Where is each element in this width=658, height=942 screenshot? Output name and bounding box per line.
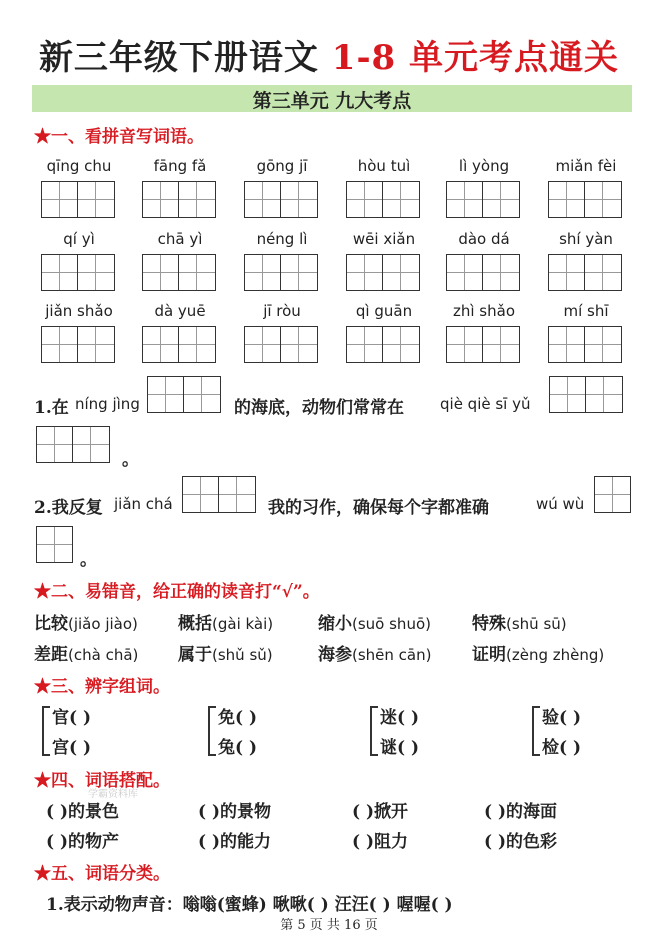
- char-box[interactable]: [179, 254, 216, 291]
- char-box[interactable]: [179, 326, 216, 363]
- q1-pinyin-2: qiè qiè sī yǔ: [440, 395, 531, 413]
- pron-options[interactable]: (gài kài): [212, 615, 274, 633]
- char-box[interactable]: [147, 376, 184, 413]
- char-box[interactable]: [78, 254, 115, 291]
- pron-row-1-item-2: [178, 609, 273, 634]
- q1-answer-grid-2b[interactable]: [36, 426, 110, 463]
- char-box[interactable]: [346, 326, 383, 363]
- char-box[interactable]: [483, 181, 520, 218]
- char-box[interactable]: [548, 326, 585, 363]
- pinyin-label: miǎn fèi: [555, 157, 617, 175]
- section-4-title: ★四、词语搭配。: [34, 771, 170, 791]
- answer-box-pair[interactable]: [41, 326, 115, 363]
- bracket: [208, 706, 216, 756]
- q1-answer-grid-1[interactable]: [147, 376, 221, 413]
- pron-options[interactable]: (jiǎo jiào): [68, 615, 138, 633]
- char-box[interactable]: [383, 254, 420, 291]
- pron-word: 概括: [178, 614, 212, 634]
- q1-end: 。: [122, 450, 139, 470]
- unit-band-title: 第三单元 九大考点: [252, 90, 412, 112]
- pron-row-2-item-3: [318, 640, 431, 665]
- pron-row-1-item-1: [34, 609, 138, 634]
- pron-options[interactable]: (suō shuō): [352, 615, 431, 633]
- classify-line-1[interactable]: 1.表示动物声音：嗡嗡(蜜蜂) 啾啾( ) 汪汪( ) 喔喔( ): [46, 895, 453, 915]
- char-box[interactable]: [594, 476, 631, 513]
- pron-word: 海参: [318, 645, 352, 665]
- bracket: [370, 706, 378, 756]
- q1-answer-grid-2a[interactable]: [549, 376, 623, 413]
- answer-box-pair[interactable]: [142, 254, 216, 291]
- pinyin-label: qì guān: [355, 302, 413, 320]
- distinguish-2a[interactable]: 免( ): [218, 708, 258, 728]
- answer-box-pair[interactable]: [446, 326, 520, 363]
- match-row-1-4[interactable]: ( )的海面: [484, 802, 558, 822]
- answer-box-pair[interactable]: [41, 254, 115, 291]
- char-box[interactable]: [346, 181, 383, 218]
- match-row-2-4[interactable]: ( )的色彩: [484, 832, 558, 852]
- distinguish-2b[interactable]: 兔( ): [218, 738, 258, 758]
- char-box[interactable]: [446, 326, 483, 363]
- pron-row-1-item-4: [472, 609, 567, 634]
- char-box[interactable]: [219, 476, 256, 513]
- char-box[interactable]: [549, 376, 586, 413]
- pron-word: 差距: [34, 645, 68, 665]
- pinyin-label: dào dá: [458, 230, 510, 248]
- q2-pinyin-1: jiǎn chá: [114, 495, 173, 513]
- distinguish-1b[interactable]: 宫( ): [52, 738, 92, 758]
- char-box[interactable]: [281, 254, 318, 291]
- answer-box-pair[interactable]: [548, 181, 622, 218]
- pinyin-label: néng lì: [256, 230, 308, 248]
- q2-number: 2.我反复: [34, 498, 103, 518]
- char-box[interactable]: [41, 254, 78, 291]
- match-row-2-2[interactable]: ( )的能力: [198, 832, 272, 852]
- answer-box-pair[interactable]: [548, 326, 622, 363]
- q2-end: 。: [80, 550, 97, 570]
- distinguish-4b[interactable]: 检( ): [542, 738, 582, 758]
- match-row-1-1[interactable]: ( )的景色: [46, 802, 120, 822]
- distinguish-4a[interactable]: 验( ): [542, 708, 582, 728]
- title-main: 新三年级下册语文: [38, 38, 332, 78]
- char-box[interactable]: [446, 254, 483, 291]
- answer-box-pair[interactable]: [244, 181, 318, 218]
- char-box[interactable]: [244, 326, 281, 363]
- answer-box-pair[interactable]: [346, 326, 420, 363]
- char-box[interactable]: [585, 181, 622, 218]
- q2-answer-grid-2b[interactable]: [36, 526, 73, 563]
- q2-pinyin-2: wú wù: [536, 495, 585, 513]
- section-1-title: ★一、看拼音写词语。: [34, 127, 204, 147]
- q2-answer-grid-2a[interactable]: [594, 476, 631, 513]
- pinyin-label: jiǎn shǎo: [45, 302, 113, 320]
- char-box[interactable]: [78, 181, 115, 218]
- pinyin-label: chā yì: [157, 230, 203, 248]
- pron-row-1-item-3: [318, 609, 431, 634]
- char-box[interactable]: [548, 181, 585, 218]
- section-3-title: ★三、辨字组词。: [34, 677, 170, 697]
- char-box[interactable]: [184, 376, 221, 413]
- bracket: [532, 706, 540, 756]
- pron-options[interactable]: (zèng zhèng): [506, 646, 605, 664]
- pron-word: 比较: [34, 614, 68, 634]
- section-2-title: ★二、易错音，给正确的读音打“√”。: [34, 582, 320, 602]
- pinyin-label: jī ròu: [263, 302, 301, 320]
- answer-box-pair[interactable]: [142, 181, 216, 218]
- pinyin-label: wēi xiǎn: [352, 230, 416, 248]
- pinyin-label: hòu tuì: [357, 157, 411, 175]
- char-box[interactable]: [586, 376, 623, 413]
- answer-box-pair[interactable]: [446, 254, 520, 291]
- match-row-2-1[interactable]: ( )的物产: [46, 832, 120, 852]
- pron-options[interactable]: (chà chā): [68, 646, 139, 664]
- answer-box-pair[interactable]: [142, 326, 216, 363]
- pinyin-label: mí shī: [563, 302, 609, 320]
- char-box[interactable]: [41, 181, 78, 218]
- char-box[interactable]: [483, 254, 520, 291]
- answer-box-pair[interactable]: [346, 181, 420, 218]
- pinyin-label: fāng fǎ: [153, 157, 207, 175]
- pron-row-2-item-2: [178, 640, 273, 665]
- pinyin-label: dà yuē: [154, 302, 206, 320]
- page-footer: 第 5 页 共 16 页: [280, 918, 378, 933]
- answer-box-pair[interactable]: [244, 254, 318, 291]
- pinyin-label: zhì shǎo: [452, 302, 515, 320]
- char-box[interactable]: [383, 181, 420, 218]
- pron-word: 缩小: [318, 614, 352, 634]
- char-box[interactable]: [383, 326, 420, 363]
- match-row-1-2[interactable]: ( )的景物: [198, 802, 272, 822]
- q2-answer-grid-1[interactable]: [182, 476, 256, 513]
- char-box[interactable]: [142, 326, 179, 363]
- char-box[interactable]: [446, 181, 483, 218]
- char-box[interactable]: [41, 326, 78, 363]
- char-box[interactable]: [281, 326, 318, 363]
- q2-text: 我的习作，确保每个字都准确: [268, 498, 489, 518]
- pinyin-label: gōng jī: [256, 157, 308, 175]
- char-box[interactable]: [36, 526, 73, 563]
- answer-box-pair[interactable]: [346, 254, 420, 291]
- pron-row-2-item-1: [34, 640, 138, 665]
- pron-options[interactable]: (shēn cān): [352, 646, 432, 664]
- answer-box-pair[interactable]: [244, 326, 318, 363]
- char-box[interactable]: [483, 326, 520, 363]
- pron-word: 特殊: [472, 614, 506, 634]
- section-5-title: ★五、词语分类。: [34, 864, 170, 884]
- q1-text: 的海底，动物们常常在: [234, 398, 404, 418]
- char-box[interactable]: [585, 254, 622, 291]
- char-box[interactable]: [142, 254, 179, 291]
- q1-number: 1.在: [34, 398, 69, 418]
- char-box[interactable]: [78, 326, 115, 363]
- distinguish-3a[interactable]: 迷( ): [380, 708, 420, 728]
- distinguish-3b[interactable]: 谜( ): [380, 738, 420, 758]
- pron-word: 证明: [472, 645, 506, 665]
- pron-options[interactable]: (shū sū): [506, 615, 567, 633]
- match-row-2-3[interactable]: ( )阻力: [352, 832, 409, 852]
- char-box[interactable]: [36, 426, 73, 463]
- match-row-1-3[interactable]: ( )掀开: [352, 802, 409, 822]
- answer-box-pair[interactable]: [446, 181, 520, 218]
- char-box[interactable]: [548, 254, 585, 291]
- char-box[interactable]: [182, 476, 219, 513]
- pron-word: 属于: [178, 645, 212, 665]
- page-title: [0, 30, 658, 79]
- char-box[interactable]: [73, 426, 110, 463]
- pinyin-label: qīng chu: [46, 157, 112, 175]
- bracket: [42, 706, 50, 756]
- watermark: 学霸资料库: [88, 789, 138, 800]
- answer-box-pair[interactable]: [548, 254, 622, 291]
- char-box[interactable]: [244, 254, 281, 291]
- distinguish-1a[interactable]: 官( ): [52, 708, 92, 728]
- char-box[interactable]: [281, 181, 318, 218]
- pron-options[interactable]: (shǔ sǔ): [212, 646, 273, 664]
- title-highlight: 1-8 单元考点通关: [331, 38, 620, 78]
- char-box[interactable]: [179, 181, 216, 218]
- char-box[interactable]: [142, 181, 179, 218]
- q1-pinyin-1: níng jìng: [75, 395, 140, 413]
- char-box[interactable]: [244, 181, 281, 218]
- pron-row-2-item-4: [472, 640, 604, 665]
- char-box[interactable]: [346, 254, 383, 291]
- pinyin-label: lì yòng: [458, 157, 510, 175]
- pinyin-label: qí yì: [63, 230, 95, 248]
- char-box[interactable]: [585, 326, 622, 363]
- answer-box-pair[interactable]: [41, 181, 115, 218]
- pinyin-label: shí yàn: [559, 230, 613, 248]
